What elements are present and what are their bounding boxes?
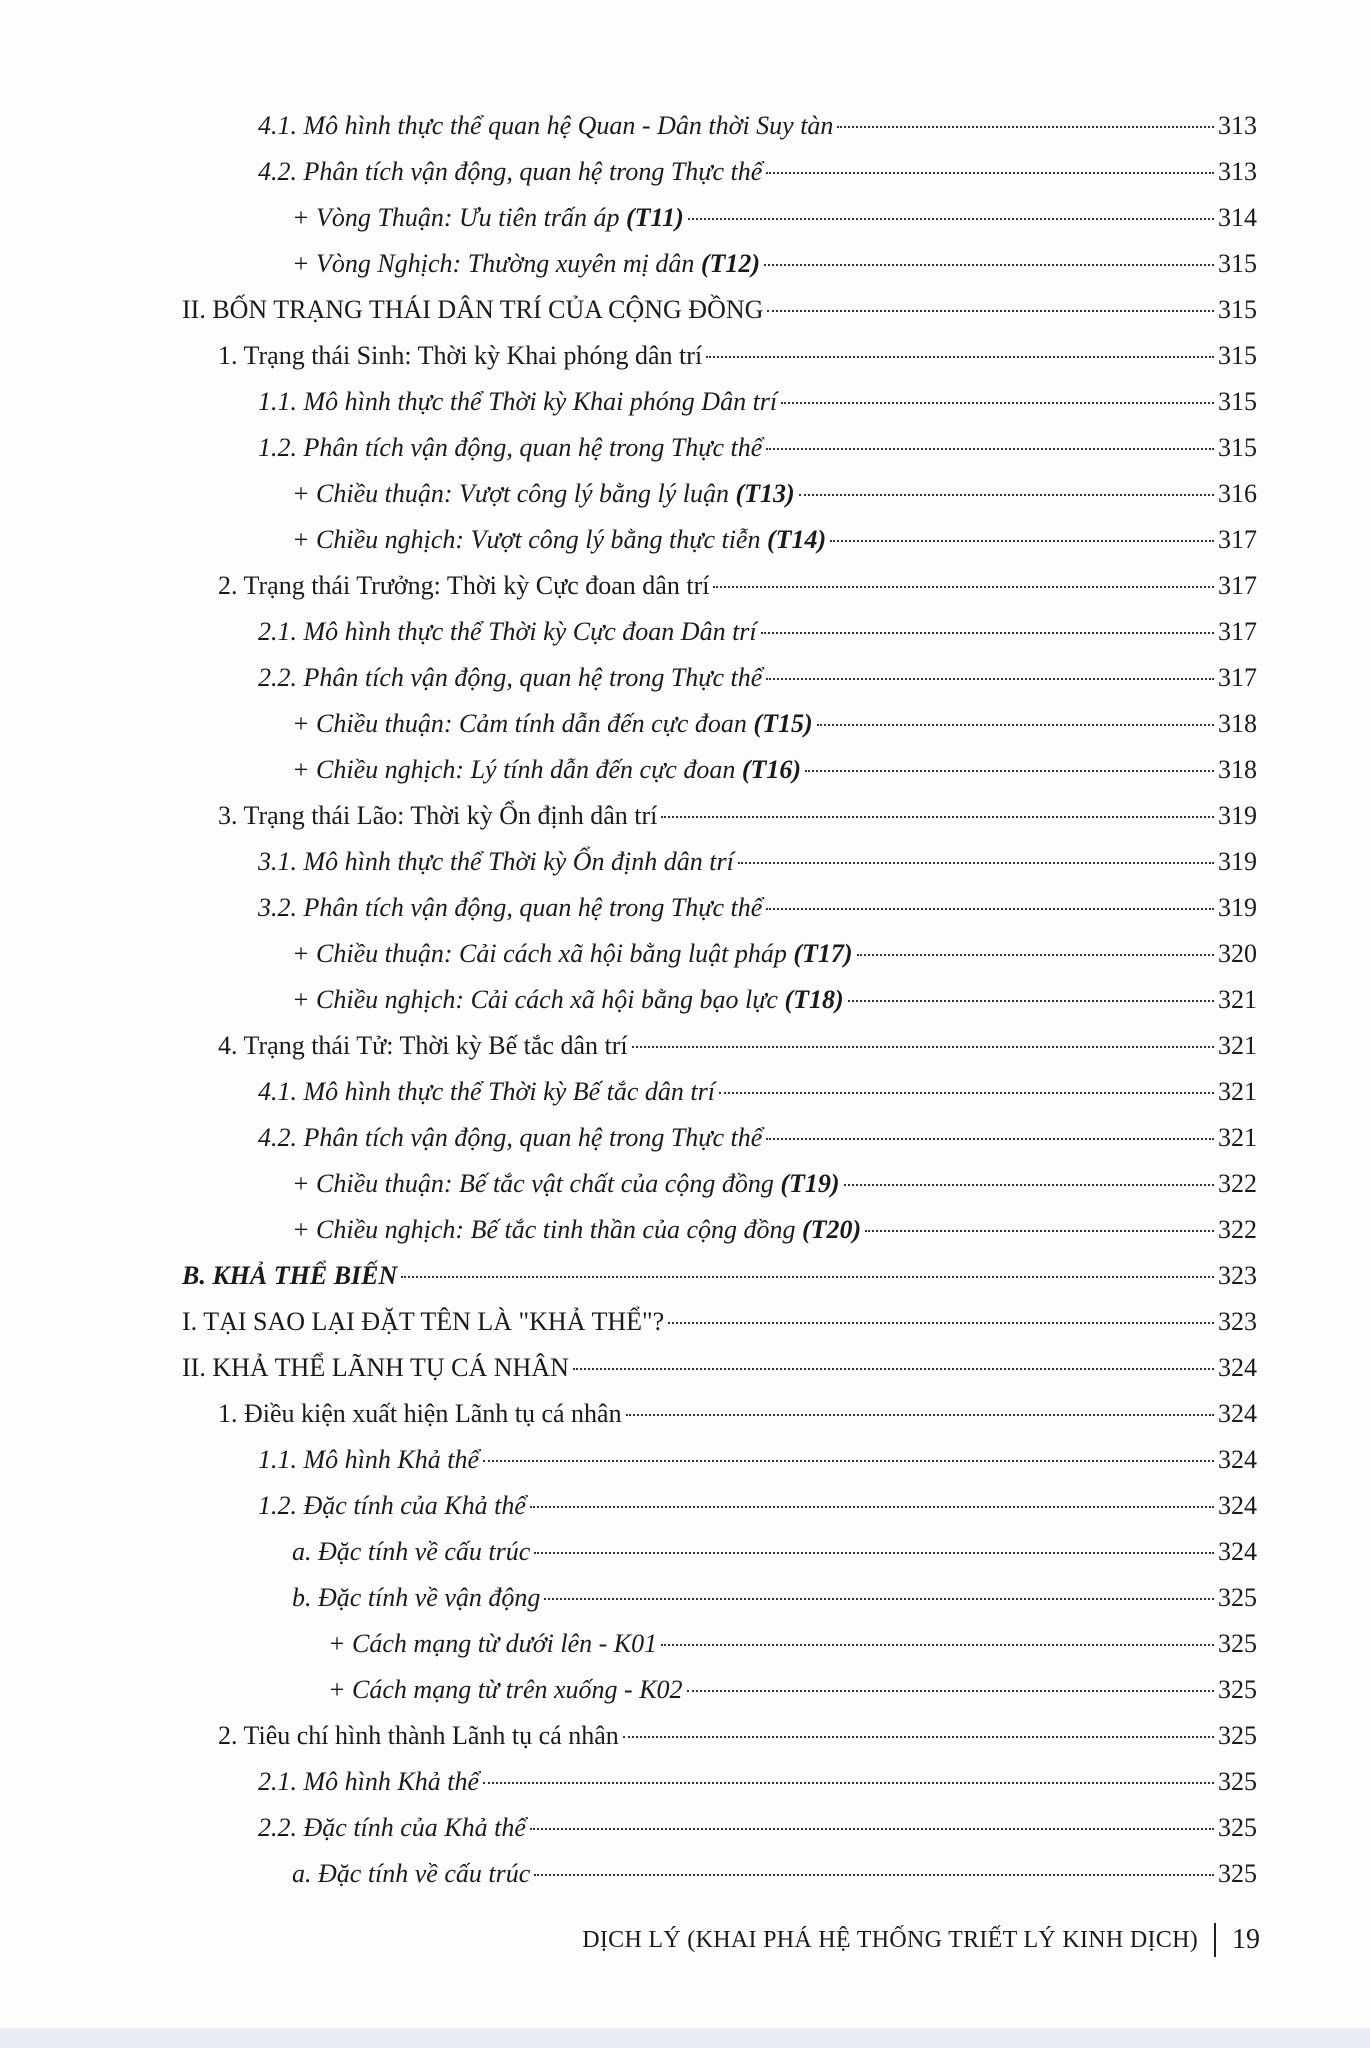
dot-leader xyxy=(781,402,1214,404)
toc-page-number: 324 xyxy=(1218,1537,1257,1566)
toc-entry-text: + Chiều nghịch: Lý tính dẫn đến cực đoan xyxy=(292,755,742,784)
toc-entry-code: (T12) xyxy=(700,249,761,278)
toc-entry-text: 4.2. Phân tích vận động, quan hệ trong Thực thể xyxy=(258,157,763,186)
toc-page-number: 321 xyxy=(1218,1077,1257,1106)
dot-leader xyxy=(401,1276,1214,1278)
dot-leader xyxy=(767,310,1214,312)
toc-page-number: 325 xyxy=(1218,1721,1257,1750)
page-number: 19 xyxy=(1232,1924,1260,1955)
dot-leader xyxy=(865,1230,1214,1232)
dot-leader xyxy=(706,356,1214,358)
dot-leader xyxy=(817,724,1214,726)
toc-entry xyxy=(292,931,1257,977)
toc-entry-title xyxy=(258,1805,526,1851)
toc-entry xyxy=(258,1437,1257,1483)
toc-entry-text: 2. Tiêu chí hình thành Lãnh tụ cá nhân xyxy=(218,1721,619,1750)
dot-leader xyxy=(857,954,1214,956)
toc-entry-title xyxy=(258,839,734,885)
toc-entry xyxy=(182,1345,1257,1391)
dot-leader xyxy=(661,1644,1214,1646)
toc-entry-text: 3.1. Mô hình thực thể Thời kỳ Ổn định dân trí xyxy=(258,847,734,876)
dot-leader xyxy=(848,1000,1214,1002)
scan-bottom-band xyxy=(0,2028,1370,2048)
toc-entry-text: 2.2. Phân tích vận động, quan hệ trong Thực thể xyxy=(258,663,763,692)
toc-entry-code: (T17) xyxy=(793,939,853,968)
toc-entry-title xyxy=(182,1345,569,1391)
toc-entry xyxy=(182,1253,1257,1299)
dot-leader xyxy=(766,172,1214,174)
toc-entry-text: II. BỐN TRẠNG THÁI DÂN TRÍ CỦA CỘNG ĐỒNG xyxy=(182,295,764,324)
toc-entry-title xyxy=(218,563,709,609)
dot-leader xyxy=(632,1046,1214,1048)
toc-page-number: 324 xyxy=(1218,1353,1257,1382)
toc-entry-text: 4. Trạng thái Tử: Thời kỳ Bế tắc dân trí xyxy=(218,1031,628,1060)
toc-page-number: 319 xyxy=(1218,847,1257,876)
toc-entry xyxy=(258,839,1257,885)
toc-entry xyxy=(218,563,1257,609)
toc-entry-title xyxy=(182,1253,397,1299)
toc-entry-text: 2.1. Mô hình Khả thể xyxy=(258,1767,479,1796)
dot-leader xyxy=(534,1552,1214,1554)
dot-leader xyxy=(623,1736,1214,1738)
toc-entry-title xyxy=(182,287,763,333)
toc-page-number: 321 xyxy=(1218,1031,1257,1060)
toc-entry xyxy=(258,1759,1257,1805)
toc-entry-text: + Cách mạng từ dưới lên - K01 xyxy=(328,1629,658,1658)
dot-leader xyxy=(687,1690,1214,1692)
toc-entry-title xyxy=(292,241,760,287)
toc-entry-code: (T20) xyxy=(802,1215,862,1244)
toc-entry xyxy=(258,103,1257,149)
dot-leader xyxy=(688,218,1214,220)
dot-leader xyxy=(799,494,1214,496)
toc-entry-text: 4.1. Mô hình thực thể Thời kỳ Bế tắc dân trí xyxy=(258,1077,715,1106)
toc-entry-code: (T13) xyxy=(735,479,795,508)
toc-entry-title xyxy=(292,1161,840,1207)
dot-leader xyxy=(805,770,1214,772)
toc-entry xyxy=(292,977,1257,1023)
dot-leader xyxy=(766,1138,1214,1140)
toc-entry-code: (T14) xyxy=(766,525,827,554)
toc-entry-text: 1. Điều kiện xuất hiện Lãnh tụ cá nhân xyxy=(218,1399,622,1428)
dot-leader xyxy=(530,1506,1214,1508)
toc-entry xyxy=(292,1851,1257,1897)
toc-entry-title xyxy=(292,701,813,747)
toc-page-number: 319 xyxy=(1218,893,1257,922)
toc-entry xyxy=(292,747,1257,793)
toc-entry-text: B. KHẢ THỂ BIẾN xyxy=(182,1261,398,1290)
toc-entry xyxy=(328,1621,1257,1667)
dot-leader xyxy=(844,1184,1214,1186)
toc-entry xyxy=(292,1207,1257,1253)
toc-entry-text: + Cách mạng từ trên xuống - K02 xyxy=(328,1675,683,1704)
dot-leader xyxy=(766,678,1214,680)
toc-entry-title xyxy=(292,977,844,1023)
toc-entry-text: 4.2. Phân tích vận động, quan hệ trong Thực thể xyxy=(258,1123,763,1152)
toc-page-number: 314 xyxy=(1218,203,1257,232)
toc-entry xyxy=(258,609,1257,655)
toc-entry-text: I. TẠI SAO LẠI ĐẶT TÊN LÀ "KHẢ THỂ"? xyxy=(182,1307,665,1336)
toc-entry xyxy=(258,425,1257,471)
toc-entry-text: 2. Trạng thái Trưởng: Thời kỳ Cực đoan dân trí xyxy=(218,571,710,600)
toc-page-number: 317 xyxy=(1218,571,1257,600)
toc-entry xyxy=(218,333,1257,379)
toc-page-number: 323 xyxy=(1218,1307,1257,1336)
toc-entry-title xyxy=(292,1575,540,1621)
toc-entry-text: + Chiều thuận: Cảm tính dẫn đến cực đoan xyxy=(292,709,754,738)
toc-page-number: 317 xyxy=(1218,617,1257,646)
toc-entry-title xyxy=(258,1115,762,1161)
dot-leader xyxy=(766,448,1214,450)
toc-page-number: 320 xyxy=(1218,939,1257,968)
toc-entry-text: 1.1. Mô hình Khả thể xyxy=(258,1445,479,1474)
dot-leader xyxy=(661,816,1214,818)
toc-entry-text: 3.2. Phân tích vận động, quan hệ trong Thực thể xyxy=(258,893,763,922)
toc-entry-title xyxy=(292,931,853,977)
toc-entry-title xyxy=(258,1437,479,1483)
dot-leader xyxy=(668,1322,1214,1324)
toc-entry-text: + Chiều nghịch: Bế tắc tinh thần của cộng đồng xyxy=(292,1215,803,1244)
toc-entry-title xyxy=(258,655,762,701)
toc-entry-text: II. KHẢ THỂ LÃNH TỤ CÁ NHÂN xyxy=(182,1353,569,1382)
toc-page-number: 319 xyxy=(1218,801,1257,830)
footer-separator xyxy=(1214,1923,1216,1957)
toc-entry xyxy=(328,1667,1257,1713)
toc-entry-text: + Chiều thuận: Bế tắc vật chất của cộng đồng xyxy=(292,1169,781,1198)
toc-page-number: 325 xyxy=(1218,1675,1257,1704)
toc-entry-text: a. Đặc tính về cấu trúc xyxy=(292,1859,531,1888)
page-footer xyxy=(582,1922,1260,1958)
toc-entry xyxy=(182,1299,1257,1345)
toc-entry xyxy=(292,1575,1257,1621)
toc-entry xyxy=(218,1391,1257,1437)
toc-entry xyxy=(218,1023,1257,1069)
toc-entry-text: 3. Trạng thái Lão: Thời kỳ Ổn định dân trí xyxy=(218,801,658,830)
toc-entry xyxy=(258,379,1257,425)
dot-leader xyxy=(626,1414,1214,1416)
toc-entry-text: b. Đặc tính về vận động xyxy=(292,1583,541,1612)
dot-leader xyxy=(719,1092,1214,1094)
toc-page-number: 325 xyxy=(1218,1583,1257,1612)
toc-page-number: 315 xyxy=(1218,295,1257,324)
dot-leader xyxy=(761,632,1214,634)
toc-entry-code: (T18) xyxy=(784,985,844,1014)
toc-entry-title xyxy=(258,1759,479,1805)
toc-page-number: 325 xyxy=(1218,1813,1257,1842)
toc-page-number: 315 xyxy=(1218,341,1257,370)
toc-entry xyxy=(182,287,1257,333)
toc-entry-text: 1.2. Phân tích vận động, quan hệ trong Thực thể xyxy=(258,433,763,462)
toc-page-number: 313 xyxy=(1218,157,1257,186)
toc-entry xyxy=(292,1529,1257,1575)
toc-page-number: 315 xyxy=(1218,433,1257,462)
dot-leader xyxy=(766,908,1214,910)
dot-leader xyxy=(837,126,1214,128)
running-title: DỊCH LÝ (KHAI PHÁ HỆ THỐNG TRIẾT LÝ KINH DỊCH) xyxy=(582,1927,1198,1953)
toc-entry-text: 2.1. Mô hình thực thể Thời kỳ Cực đoan Dân trí xyxy=(258,617,757,646)
toc-entry-title xyxy=(258,885,762,931)
toc-entry xyxy=(218,1713,1257,1759)
toc-entry-text: 1.2. Đặc tính của Khả thể xyxy=(258,1491,526,1520)
toc-page-number: 317 xyxy=(1218,525,1257,554)
toc-entry-text: 1.1. Mô hình thực thể Thời kỳ Khai phóng Dân trí xyxy=(258,387,778,416)
toc-entry-title xyxy=(292,1851,530,1897)
toc-page-number: 324 xyxy=(1218,1445,1257,1474)
toc-entry-title xyxy=(218,793,657,839)
toc-entry-title xyxy=(182,1299,664,1345)
toc-page-number: 315 xyxy=(1218,249,1257,278)
toc-entry-title xyxy=(292,747,801,793)
toc-page-number: 313 xyxy=(1218,111,1257,140)
toc-entry-title xyxy=(258,425,762,471)
toc-entry-title xyxy=(258,1483,526,1529)
toc-entry-text: + Vòng Thuận: Ưu tiên trấn áp xyxy=(292,203,626,232)
toc-entry-code: (T11) xyxy=(625,203,684,232)
toc-page-number: 321 xyxy=(1218,985,1257,1014)
dot-leader xyxy=(764,264,1214,266)
toc-page-number: 322 xyxy=(1218,1169,1257,1198)
toc-entry-text: + Chiều nghịch: Cải cách xã hội bằng bạo lực xyxy=(292,985,785,1014)
toc-entry-text: 2.2. Đặc tính của Khả thể xyxy=(258,1813,526,1842)
toc-entry xyxy=(258,1069,1257,1115)
toc-entry xyxy=(292,195,1257,241)
toc-entry-text: + Chiều nghịch: Vượt công lý bằng thực tiễn xyxy=(292,525,767,554)
dot-leader xyxy=(530,1828,1214,1830)
toc-entry xyxy=(292,471,1257,517)
toc-entry-title xyxy=(258,379,777,425)
toc-entry-code: (T16) xyxy=(741,755,802,784)
dot-leader xyxy=(573,1368,1214,1370)
toc-page-number: 325 xyxy=(1218,1859,1257,1888)
toc-page-number: 318 xyxy=(1218,755,1257,784)
toc-entry-title xyxy=(292,517,826,563)
toc-entry xyxy=(258,1805,1257,1851)
toc-entry-text: + Chiều thuận: Cải cách xã hội bằng luật pháp xyxy=(292,939,794,968)
dot-leader xyxy=(713,586,1214,588)
toc-entry-title xyxy=(258,103,833,149)
toc-entry xyxy=(258,149,1257,195)
toc-entry xyxy=(258,885,1257,931)
toc-entry-title xyxy=(292,1207,861,1253)
toc-entry-text: 1. Trạng thái Sinh: Thời kỳ Khai phóng dân trí xyxy=(218,341,703,370)
toc-entry-text: a. Đặc tính về cấu trúc xyxy=(292,1537,531,1566)
toc-entry-title xyxy=(328,1621,657,1667)
toc-page-number: 324 xyxy=(1218,1399,1257,1428)
toc-entry-title xyxy=(292,195,684,241)
toc-entry xyxy=(292,517,1257,563)
toc-entry-code: (T19) xyxy=(780,1169,840,1198)
dot-leader xyxy=(544,1598,1214,1600)
toc-entry-text: + Chiều thuận: Vượt công lý bằng lý luận xyxy=(292,479,736,508)
toc-entry-title xyxy=(258,1069,715,1115)
toc-page-number: 317 xyxy=(1218,663,1257,692)
toc-entry xyxy=(292,241,1257,287)
toc-entry-title xyxy=(328,1667,683,1713)
toc-entry xyxy=(258,1115,1257,1161)
toc-entry-title xyxy=(218,1023,628,1069)
dot-leader xyxy=(534,1874,1214,1876)
toc-page-number: 325 xyxy=(1218,1767,1257,1796)
toc-page-number: 316 xyxy=(1218,479,1257,508)
toc-page-number: 321 xyxy=(1218,1123,1257,1152)
toc-page-number: 323 xyxy=(1218,1261,1257,1290)
toc-entry-title xyxy=(218,1391,622,1437)
toc-page-number: 322 xyxy=(1218,1215,1257,1244)
toc-entry-title xyxy=(218,333,702,379)
dot-leader xyxy=(483,1782,1214,1784)
toc-entry-code: (T15) xyxy=(753,709,813,738)
toc-entry-title xyxy=(258,149,762,195)
toc-page-number: 315 xyxy=(1218,387,1257,416)
dot-leader xyxy=(830,540,1214,542)
toc-entry-title xyxy=(292,1529,530,1575)
toc-entry xyxy=(258,1483,1257,1529)
toc-entry-text: 4.1. Mô hình thực thể quan hệ Quan - Dân thời Suy tàn xyxy=(258,111,834,140)
toc-entry-title xyxy=(218,1713,619,1759)
dot-leader xyxy=(738,862,1214,864)
toc-entry xyxy=(292,701,1257,747)
toc-page-number: 325 xyxy=(1218,1629,1257,1658)
toc-page-number: 324 xyxy=(1218,1491,1257,1520)
toc-entry-text: + Vòng Nghịch: Thường xuyên mị dân xyxy=(292,249,701,278)
toc-page-number: 318 xyxy=(1218,709,1257,738)
toc-entry xyxy=(258,655,1257,701)
toc-entry xyxy=(218,793,1257,839)
toc-entry-title xyxy=(258,609,757,655)
toc-entry xyxy=(292,1161,1257,1207)
toc-entry-title xyxy=(292,471,795,517)
dot-leader xyxy=(483,1460,1214,1462)
